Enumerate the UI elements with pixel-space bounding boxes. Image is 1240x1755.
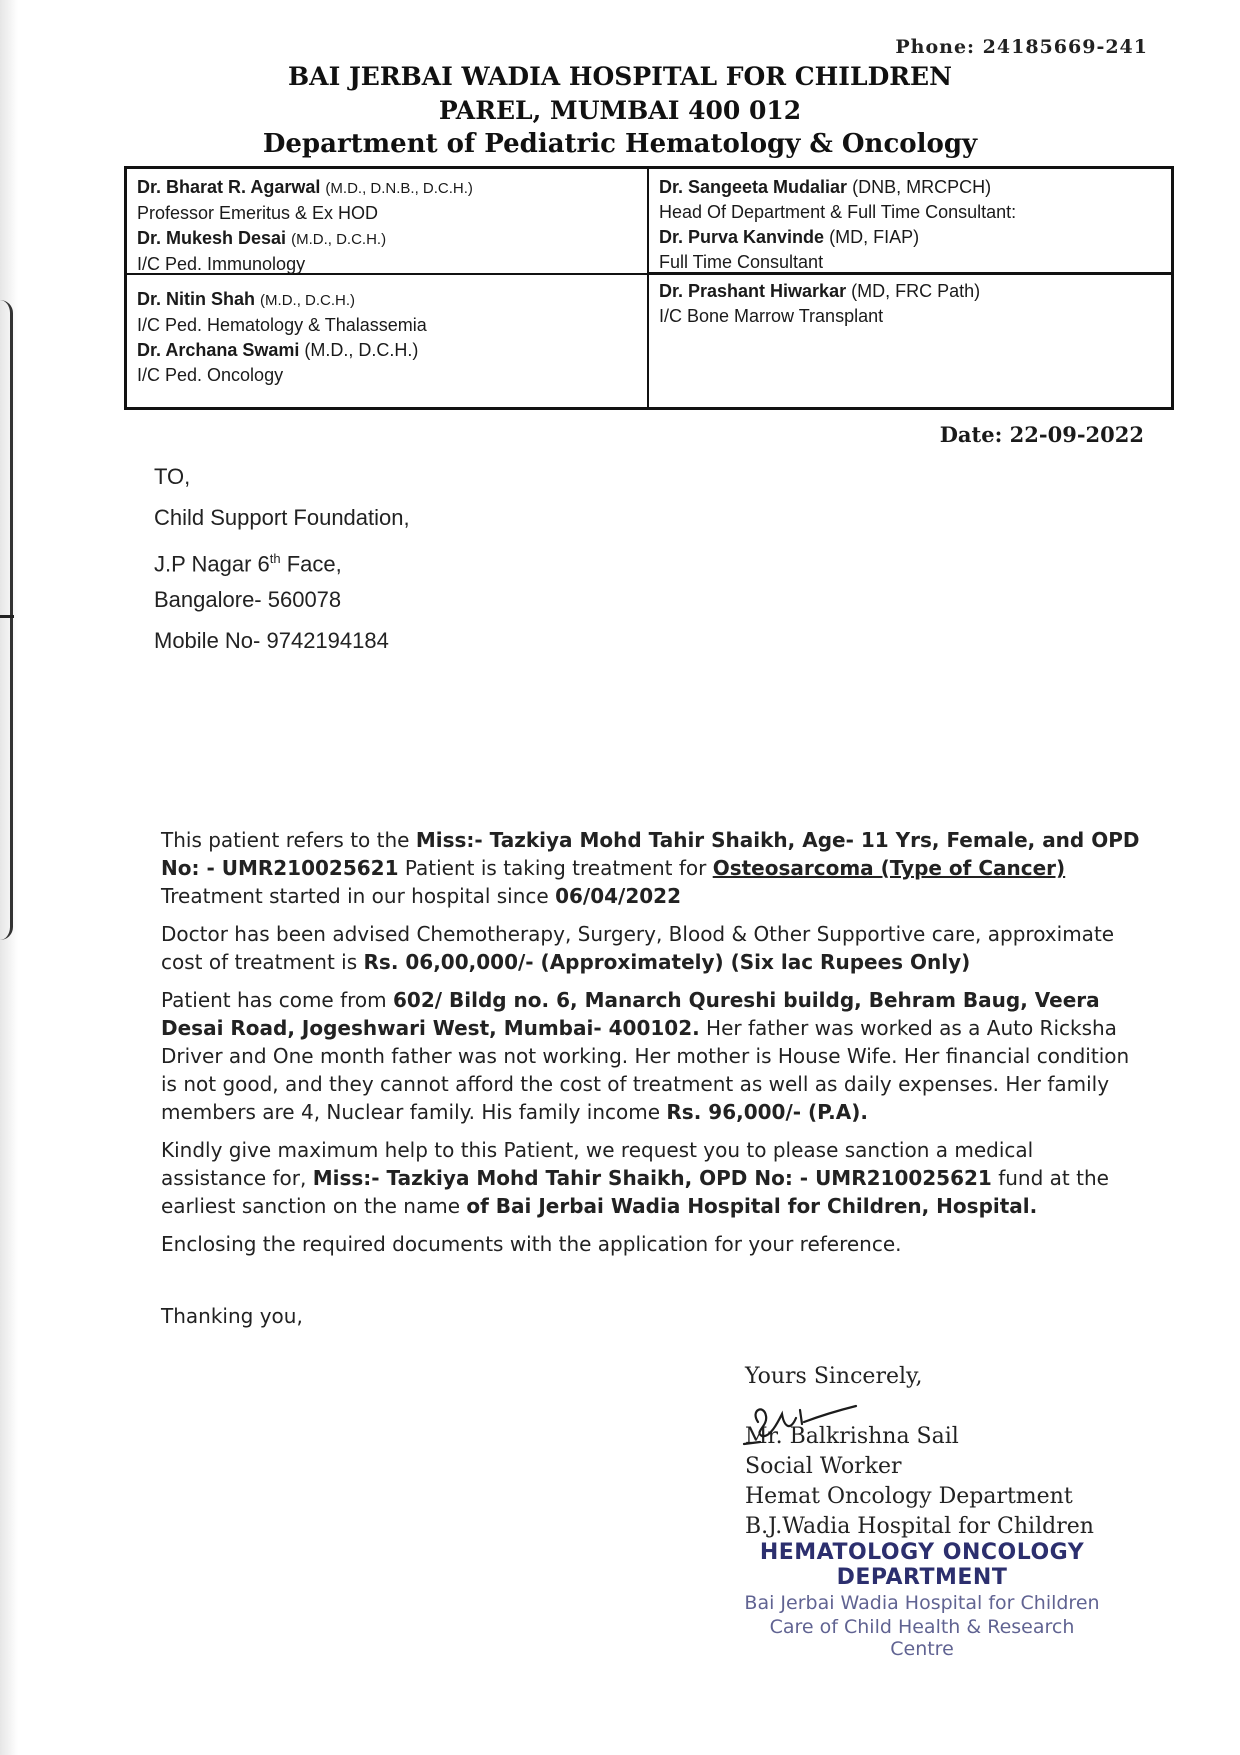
paragraph-enclosure: Enclosing the required documents with the application for your reference. xyxy=(161,1232,902,1256)
doctor-name: Dr. Prashant Hiwarkar xyxy=(659,281,847,301)
doctor-role: I/C Ped. Hematology & Thalassemia xyxy=(137,315,427,335)
signer-organization: B.J.Wadia Hospital for Children xyxy=(745,1514,1094,1539)
closing-line: Thanking you, xyxy=(161,1304,303,1328)
staff-cell-1 xyxy=(127,169,649,275)
patient-reference: Miss:- Tazkiya Mohd Tahir Shaikh, OPD No: - UMR210025621 xyxy=(312,1166,992,1190)
staff-line xyxy=(137,287,637,313)
text-run: Treatment started in our hospital since xyxy=(161,884,556,908)
treatment-start-date: 06/04/2022 xyxy=(555,884,681,908)
doctor-qualification: (M.D., D.C.H.) xyxy=(260,292,356,309)
binder-tick xyxy=(0,615,14,618)
handwritten-signature xyxy=(740,1392,860,1448)
doctor-name: Dr. Mukesh Desai xyxy=(137,228,287,248)
paragraph-treatment-cost xyxy=(161,920,1141,976)
sign-off: Yours Sincerely, xyxy=(745,1364,923,1389)
hospital-address: PAREL, MUMBAI 400 012 xyxy=(438,96,802,125)
doctor-name: Dr. Sangeeta Mudaliar xyxy=(659,177,848,197)
signer-department: Hemat Oncology Department xyxy=(745,1484,1073,1509)
staff-cell-3 xyxy=(127,275,649,407)
doctor-name: Dr. Nitin Shah xyxy=(137,289,256,309)
stamp-line-2: Bai Jerbai Wadia Hospital for Children xyxy=(744,1592,1100,1614)
patient-details: Miss:- Tazkiya Mohd Tahir Shaikh, Age- 11 Yrs, Female, and OPD No: - UMR210025621 xyxy=(161,828,1140,880)
hospital-phone: Phone: 24185669-241 xyxy=(895,36,1148,58)
patient-address: 602/ Bildg no. 6, Manarch Qureshi buildg, Behram Baug, Veera Desai Road, Jogeshwari West, Mumbai- 400102. xyxy=(161,988,1100,1040)
text-run: fund at the earliest sanction on the name xyxy=(161,1166,1109,1218)
recipient-city: Bangalore- 560078 xyxy=(154,587,342,612)
text-run: Doctor has been advised Chemotherapy, Surgery, Blood & Other Supportive care, approximate cost of treatment is xyxy=(161,922,1115,974)
doctor-role: Full Time Consultant xyxy=(659,252,824,272)
doctor-name: Dr. Bharat R. Agarwal xyxy=(137,177,321,197)
staff-line xyxy=(137,175,637,201)
paragraph-request xyxy=(161,1136,1141,1220)
text-run: Patient is taking treatment for xyxy=(398,856,713,880)
doctor-role: Professor Emeritus & Ex HOD xyxy=(137,203,379,223)
recipient-org: Child Support Foundation, xyxy=(154,505,410,530)
text-run: Patient has come from xyxy=(161,988,393,1012)
diagnosis: Osteosarcoma (Type of Cancer) xyxy=(712,856,1066,880)
doctor-role: I/C Bone Marrow Transplant xyxy=(659,306,884,326)
letter-date: Date: 22-09-2022 xyxy=(939,422,1144,447)
family-income: Rs. 96,000/- (P.A). xyxy=(666,1100,868,1124)
signer-title: Social Worker xyxy=(745,1454,902,1479)
staff-cell-4 xyxy=(649,275,1171,407)
recipient-to: TO, xyxy=(154,464,191,489)
letter-body xyxy=(161,826,1141,1268)
text-run: This patient refers to the xyxy=(161,828,416,852)
text-run: Kindly give maximum help to this Patient, we request you to please sanction a medical assistance for, xyxy=(161,1138,1034,1190)
recipient-street xyxy=(154,538,410,579)
recipient-mobile: Mobile No- 9742194184 xyxy=(154,628,389,653)
recipient-address xyxy=(154,456,410,661)
doctor-qualification: (MD, FRC Path) xyxy=(851,281,981,301)
staff-line xyxy=(659,175,1161,200)
staff-line xyxy=(137,226,637,252)
doctor-name: Dr. Archana Swami xyxy=(137,340,300,360)
staff-line xyxy=(659,225,1161,250)
doctor-role: I/C Ped. Oncology xyxy=(137,365,284,385)
paragraph-patient-intro xyxy=(161,826,1141,910)
hospital-name: BAI JERBAI WADIA HOSPITAL FOR CHILDREN xyxy=(288,62,952,91)
stamp-line-1: HEMATOLOGY ONCOLOGY DEPARTMENT xyxy=(759,1540,1085,1590)
doctor-qualification: (M.D., D.N.B., D.C.H.) xyxy=(325,180,473,197)
doctor-qualification: (MD, FIAP) xyxy=(829,227,920,247)
signature-block xyxy=(745,1362,1094,1542)
doctor-name: Dr. Purva Kanvinde xyxy=(659,227,825,247)
doctor-qualification: (M.D., D.C.H.) xyxy=(291,231,387,248)
staff-line xyxy=(659,279,1161,304)
text-run: Her father was worked as a Auto Ricksha Driver and One month father was not working. Her mother is House Wife. Her financial condition is not good, and they cannot afford the cost of treatment as well as daily expenses. Her family members are 4, Nuclear family. His family income xyxy=(161,1016,1130,1124)
street-ordinal: th xyxy=(269,551,281,566)
staff-table xyxy=(124,166,1174,410)
street-suffix: Face, xyxy=(280,551,342,577)
staff-cell-2 xyxy=(649,169,1171,275)
street-text: J.P Nagar 6 xyxy=(154,551,270,577)
staff-line xyxy=(137,338,637,363)
department-stamp xyxy=(742,1540,1102,1660)
doctor-role: Head Of Department & Full Time Consultant: xyxy=(659,202,1017,222)
treatment-cost: Rs. 06,00,000/- (Approximately) (Six lac Rupees Only) xyxy=(363,950,971,974)
doctor-qualification: (M.D., D.C.H.) xyxy=(304,340,419,360)
binder-mark xyxy=(0,300,13,940)
doctor-qualification: (DNB, MRCPCH) xyxy=(852,177,992,197)
signer-name: Mr. Balkrishna Sail xyxy=(745,1424,959,1449)
payee-name: of Bai Jerbai Wadia Hospital for Children, Hospital. xyxy=(466,1194,1038,1218)
department-title: Department of Pediatric Hematology & Oncology xyxy=(262,129,978,159)
stamp-line-3: Care of Child Health & Research Centre xyxy=(769,1616,1075,1660)
paragraph-family xyxy=(161,986,1141,1126)
doctor-role: I/C Ped. Immunology xyxy=(137,254,306,274)
